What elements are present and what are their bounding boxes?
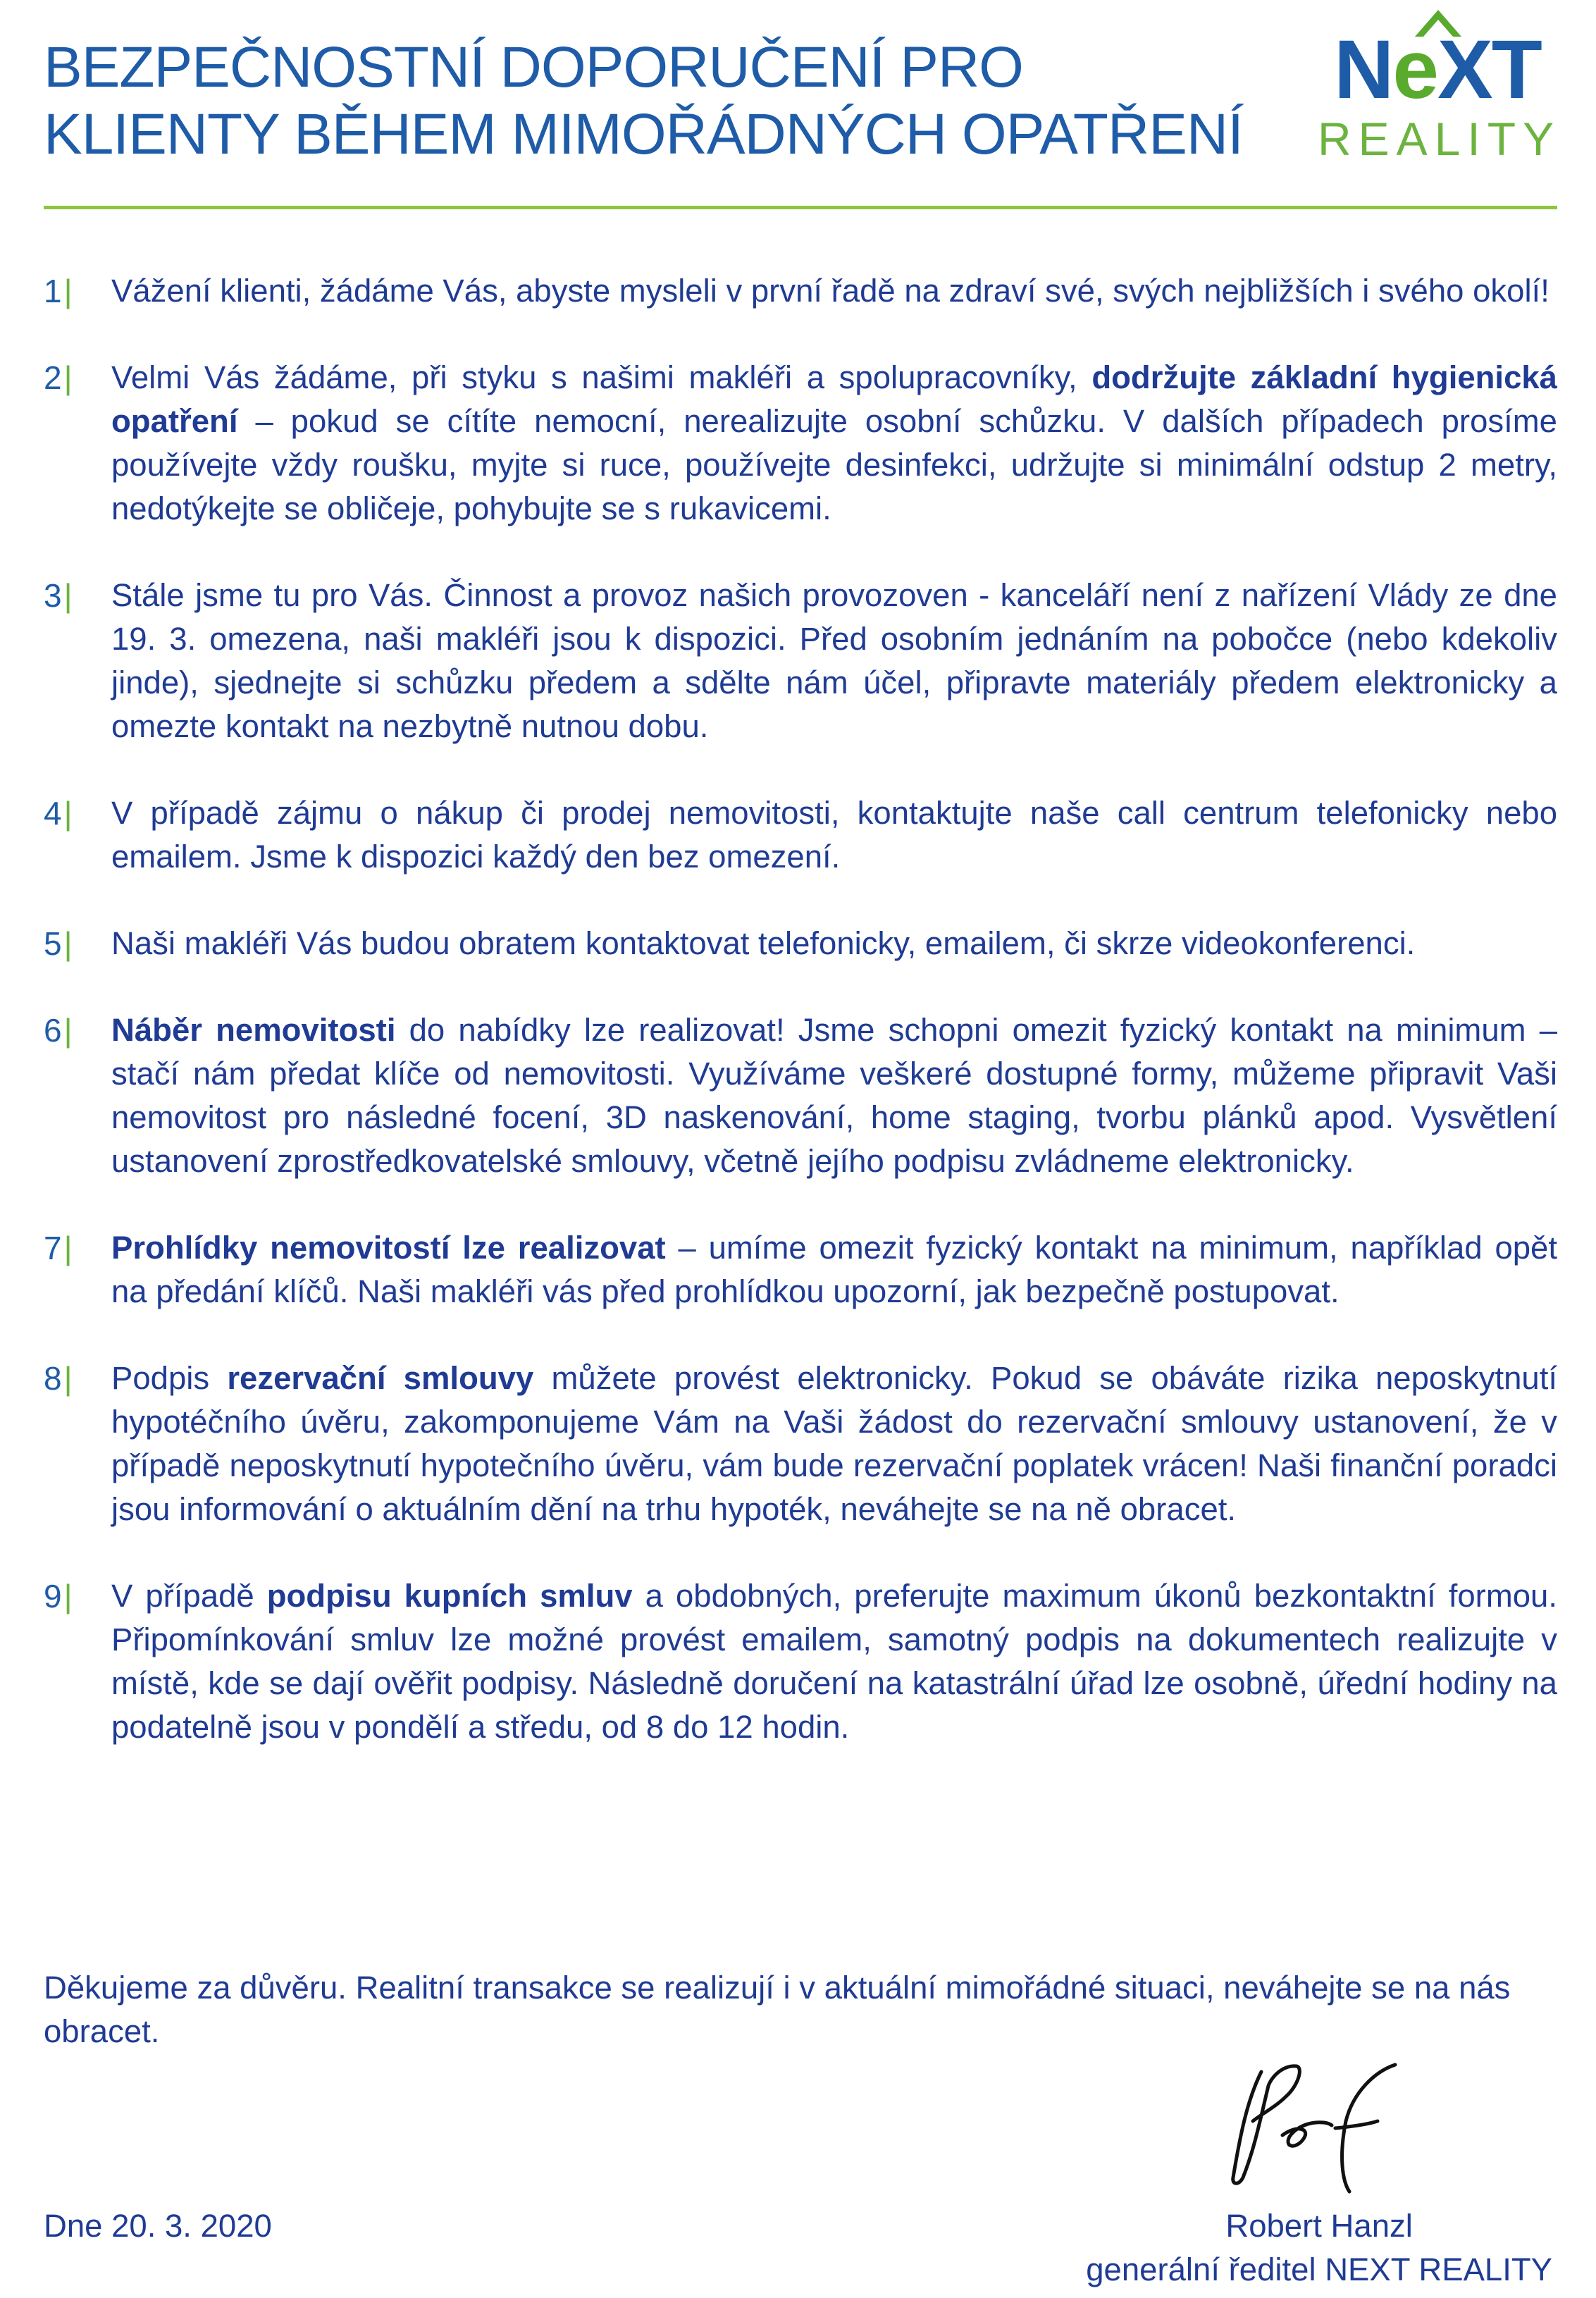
item-text-segment: Velmi Vás žádáme, při styku s našimi makléři a spolupracovníky, <box>111 359 1092 395</box>
list-item <box>44 1574 1557 1749</box>
logo-letter-n: N <box>1334 23 1393 116</box>
item-text-emphasis: rezervační smlouvy <box>227 1360 534 1396</box>
list-item <box>44 1357 1557 1531</box>
signer-title: generální ředitel NEXT REALITY <box>1086 2251 1552 2287</box>
item-text-emphasis: Prohlídky nemovitostí lze realizovat <box>111 1230 666 1266</box>
recommendation-list <box>44 269 1557 1792</box>
item-number-bar: | <box>63 273 73 309</box>
item-number <box>44 269 73 313</box>
item-number <box>44 791 73 835</box>
title-line-2: KLIENTY BĚHEM MIMOŘÁDNÝCH OPATŘENÍ <box>44 102 1243 166</box>
item-number-value: 6 <box>44 1012 62 1049</box>
signer-name: Robert Hanzl <box>1225 2208 1413 2244</box>
logo-reality: REALITY <box>1318 113 1561 165</box>
page-title <box>44 34 1284 168</box>
item-number-bar: | <box>63 795 73 832</box>
item-number <box>44 356 73 400</box>
item-number <box>44 1226 73 1270</box>
item-number-value: 3 <box>44 577 62 614</box>
item-text-emphasis: dodržujte základní hygienická opatření <box>111 359 1557 439</box>
logo-letters-xt: XT <box>1437 23 1541 116</box>
list-item <box>44 269 1557 313</box>
item-text-segment: Podpis <box>111 1360 228 1396</box>
item-number-bar: | <box>63 925 73 962</box>
item-number <box>44 1357 73 1400</box>
item-text-segment: a obdobných, preferujte maximum úkonů bezkontaktní formou. Připomínkování smluv lze možné provést emailem, samotný podpis na dokumentech realizujte v místě, kde se dají ověřit podpisy. Následně doručení na katastrální úřad lze osobně, úřední hodiny na podatelně jsou v pondělí a středu, od 8 do 12 hodin. <box>111 1578 1557 1745</box>
item-text-emphasis: Náběr nemovitosti <box>111 1012 396 1048</box>
list-item <box>44 574 1557 748</box>
item-number-bar: | <box>63 577 73 614</box>
item-text-segment: do nabídky lze realizovat! Jsme schopni omezit fyzický kontakt na minimum – stačí nám předat klíče od nemovitosti. Využíváme veškeré dostupné formy, můžeme připravit Vaši nemovitost pro následné focení, 3D naskenování, home staging, tvorbu plánků apod. Vysvětlení ustanovení zprostředkovatelské smlouvy, včetně jejího podpisu zvládneme elektronicky. <box>111 1012 1557 1179</box>
item-text-segment: – umíme omezit fyzický kontakt na minimum, například opět na předání klíčů. Naši makléři vás před prohlídkou upozorní, jak bezpečně postupovat. <box>111 1230 1557 1309</box>
item-number <box>44 922 73 965</box>
item-number <box>44 1574 73 1618</box>
item-number-value: 2 <box>44 359 62 396</box>
item-text-segment: – pokud se cítíte nemocní, nerealizujte osobní schůzku. V dalších případech prosíme používejte vždy roušku, myjte si ruce, používejte desinfekci, udržujte si minimální odstup 2 metry, nedotýkejte se obličeje, pohybujte se s rukavicemi. <box>111 403 1557 526</box>
item-number <box>44 574 73 617</box>
list-item <box>44 356 1557 531</box>
item-text <box>111 574 1557 748</box>
signer-block <box>1086 2204 1552 2292</box>
list-item <box>44 922 1557 965</box>
item-text <box>111 356 1557 531</box>
logo-letter-e: e <box>1392 23 1438 116</box>
item-text <box>111 922 1557 965</box>
item-text <box>111 1357 1557 1531</box>
item-text-segment: V případě <box>111 1578 267 1614</box>
list-item <box>44 791 1557 879</box>
title-line-1: BEZPEČNOSTNÍ DOPORUČENÍ PRO <box>44 35 1023 99</box>
item-number-value: 4 <box>44 795 62 832</box>
item-number-value: 1 <box>44 273 62 309</box>
item-text-segment: V případě zájmu o nákup či prodej nemovitosti, kontaktujte naše call centrum telefonicky nebo emailem. Jsme k dispozici každý den bez omezení. <box>111 795 1557 875</box>
next-reality-logo <box>1318 3 1561 165</box>
item-text <box>111 1574 1557 1749</box>
item-number-bar: | <box>63 1360 73 1397</box>
item-number-bar: | <box>63 1230 73 1266</box>
item-number-bar: | <box>63 359 73 396</box>
closing-text: Děkujeme za důvěru. Realitní transakce se realizují i v aktuální mimořádné situaci, neváhejte se na nás obracet. <box>44 1970 1511 2049</box>
item-text-segment: Naši makléři Vás budou obratem kontaktovat telefonicky, emailem, či skrze videokonferenci. <box>111 925 1416 961</box>
item-number-bar: | <box>63 1012 73 1049</box>
item-text <box>111 1226 1557 1314</box>
item-text-segment: Vážení klienti, žádáme Vás, abyste mysleli v první řadě na zdraví své, svých nejbližších i svého okolí! <box>111 273 1549 309</box>
logo-wordmark <box>1318 23 1557 116</box>
item-number-value: 8 <box>44 1360 62 1397</box>
item-number-value: 5 <box>44 925 62 962</box>
item-text-emphasis: podpisu kupních smluv <box>266 1578 633 1614</box>
document-date: Dne 20. 3. 2020 <box>44 2208 272 2244</box>
header-divider <box>44 206 1557 209</box>
item-text <box>111 791 1557 879</box>
item-text-segment: můžete provést elektronicky. Pokud se obáváte rizika neposkytnutí hypotéčního úvěru, zakomponujeme Vám na Vaši žádost do rezervační smlouvy ustanovení, že v případě neposkytnutí hypotečního úvěru, vám bude rezervační poplatek vrácen! Naši finanční poradci jsou informování o aktuálním dění na trhu hypoték, neváhejte se na ně obracet. <box>111 1360 1558 1527</box>
item-text <box>111 269 1557 313</box>
item-text <box>111 1008 1557 1183</box>
signature-icon <box>1219 2058 1416 2199</box>
list-item <box>44 1008 1557 1183</box>
header <box>44 0 1561 209</box>
item-text-segment: Stále jsme tu pro Vás. Činnost a provoz našich provozoven - kanceláří není z nařízení Vlády ze dne 19. 3. omezena, naši makléři jsou k dispozici. Před osobním jednáním na pobočce (nebo kdekoliv jinde), sjednejte si schůzku předem a sdělte nám účel, připravte materiály předem elektronicky a omezte kontakt na nezbytně nutnou dobu. <box>111 577 1557 744</box>
item-number-bar: | <box>63 1578 73 1614</box>
item-number-value: 9 <box>44 1578 62 1614</box>
item-number <box>44 1008 73 1052</box>
list-item <box>44 1226 1557 1314</box>
item-number-value: 7 <box>44 1230 62 1266</box>
